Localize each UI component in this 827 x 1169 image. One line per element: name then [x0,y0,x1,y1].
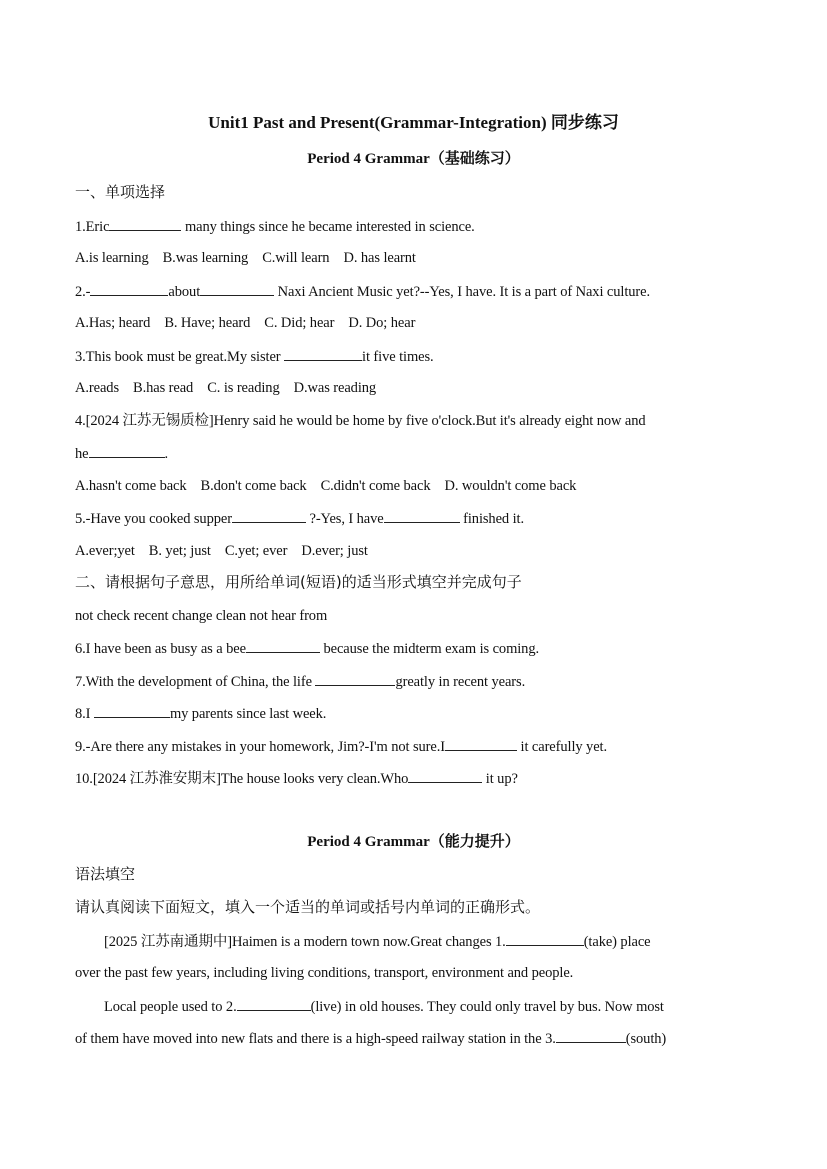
option[interactable]: C. Did; hear [264,315,335,331]
question-4-options [75,476,576,496]
question-3-options [75,378,376,398]
section-cloze: 语法填空 [75,865,136,883]
answer-blank[interactable] [284,346,362,361]
option[interactable]: A.reads [75,380,119,396]
answer-blank[interactable] [90,281,168,296]
option[interactable]: C. is reading [207,380,280,396]
answer-blank[interactable] [506,931,584,946]
option[interactable]: D.ever; just [301,543,368,559]
cloze-instruction: 请认真阅读下面短文，填入一个适当的单词或括号内单词的正确形式。 [75,898,541,916]
question-3: 3.This book must be great.My sister it five times. [75,346,434,367]
passage-line-2: over the past few years, including living conditions, transport, environment and people. [75,965,574,981]
answer-blank[interactable] [445,736,517,751]
option[interactable]: D. wouldn't come back [444,478,577,494]
question-5-options [75,541,368,561]
question-8: 8.I my parents since last week. [75,703,326,724]
option[interactable]: B.has read [133,380,194,396]
answer-blank[interactable] [556,1028,626,1043]
option[interactable]: A.Has; heard [75,315,151,331]
answer-blank[interactable] [232,508,306,523]
passage-line-3: Local people used to 2. (live) in old houses. They could only travel by bus. Now most [104,996,664,1017]
question-2-options [75,313,415,333]
question-9: 9.-Are there any mistakes in your homework, Jim?-I'm not sure.I it carefully yet. [75,736,607,757]
section-multiple-choice: 一、单项选择 [75,183,166,201]
answer-blank[interactable] [246,638,320,653]
passage-line-4: of them have moved into new flats and there is a high-speed railway station in the 3. (south) [75,1028,666,1049]
answer-blank[interactable] [408,768,482,783]
option[interactable]: C.didn't come back [320,478,431,494]
answer-blank[interactable] [109,216,181,231]
option[interactable]: B.was learning [162,250,249,266]
question-7: 7.With the development of China, the life greatly in recent years. [75,671,525,692]
question-4: 4.[2024 江苏无锡质检]Henry said he would be home by five o'clock.But it's already eight now and [75,413,646,429]
question-4-continued: he . [75,443,168,464]
option[interactable]: D. has learnt [343,250,416,266]
section-fill-in: 二、请根据句子意思，用所给单词(短语)的适当形式填空并完成句子 [75,573,522,591]
option[interactable]: A.hasn't come back [75,478,187,494]
basic-heading: Period 4 Grammar（基础练习） [307,151,520,167]
question-5: 5.-Have you cooked supper ?-Yes, I have finished it. [75,508,524,529]
answer-blank[interactable] [237,996,311,1011]
question-1: 1.Eric many things since he became interested in science. [75,216,475,237]
option[interactable]: A.ever;yet [75,543,135,559]
question-10: 10.[2024 江苏淮安期末]The house looks very clean.Who it up? [75,768,518,789]
question-6: 6.I have been as busy as a bee because the midterm exam is coming. [75,638,539,659]
answer-blank[interactable] [94,703,170,718]
option[interactable]: B.don't come back [200,478,307,494]
question-2: 2.- about Naxi Ancient Music yet?--Yes, I have. It is a part of Naxi culture. [75,281,650,302]
option[interactable]: D.was reading [293,380,377,396]
word-bank: not check recent change clean not hear from [75,608,328,624]
answer-blank[interactable] [200,281,274,296]
option[interactable]: D. Do; hear [348,315,416,331]
answer-blank[interactable] [315,671,395,686]
option[interactable]: A.is learning [75,250,149,266]
option[interactable]: C.will learn [262,250,330,266]
question-1-options [75,248,416,268]
answer-blank[interactable] [384,508,460,523]
worksheet-title: Unit1 Past and Present(Grammar-Integration) 同步练习 [208,113,619,132]
passage-line-1: [2025 江苏南通期中]Haimen is a modern town now.Great changes 1. (take) place [104,931,651,952]
option[interactable]: C.yet; ever [224,543,288,559]
advanced-heading: Period 4 Grammar（能力提升） [307,834,520,850]
option[interactable]: B. Have; heard [164,315,251,331]
answer-blank[interactable] [89,443,165,458]
option[interactable]: B. yet; just [148,543,211,559]
